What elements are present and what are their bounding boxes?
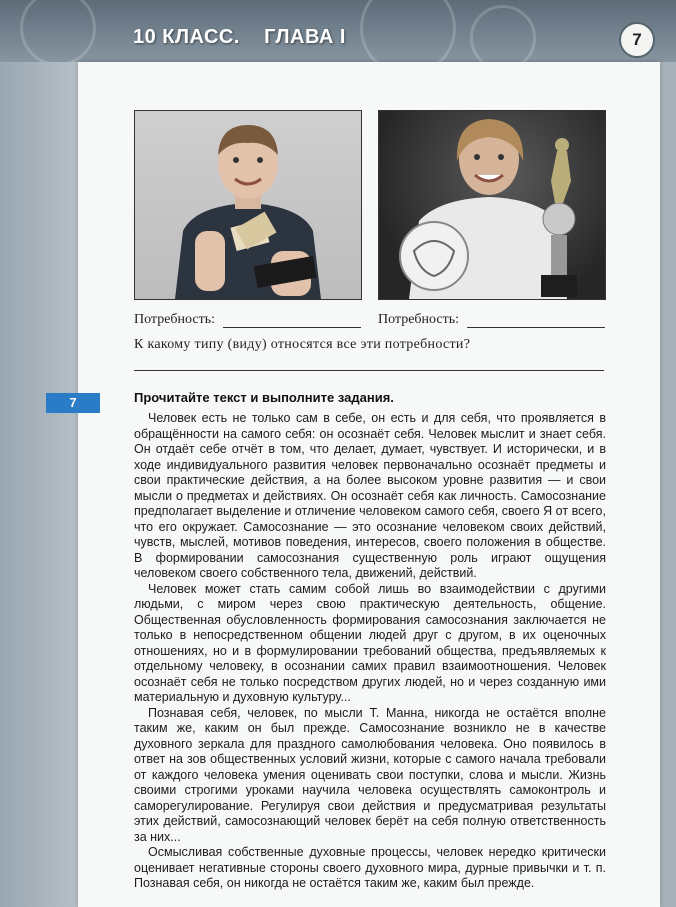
left-margin bbox=[0, 62, 78, 907]
boy-with-money-illustration bbox=[135, 111, 361, 299]
paragraph: Человек есть не только сам в себе, он есть и для себя, что проявляется в обращённости на самого себя: он осознаёт себя. Человек мыслит и знает себя. Он отдаёт себе отчёт в том, что делает, думает, чувствует. И исторически, и в ходе индивидуального развития человек первоначально осознаёт предметы и свои практические действия, а на более высоком уровне развития — и свои мысли о предметах и действиях. Он осознаёт себя как личность. Самосознание предполагает выделение и отличение человеком самого себя, своего Я от всего, что его окружает. Самосознание — это осознание человеком своих действий, чувств, мыслей, мотивов поведения, интересов, своего положения в обществе. В формировании самосознания существенную роль играют ощущения человеком своего собственного тела, движений, действий. bbox=[134, 411, 606, 580]
need-right-row bbox=[378, 312, 605, 328]
question-answer-line[interactable] bbox=[134, 370, 604, 371]
task-number-badge: 7 bbox=[46, 393, 100, 413]
task-title: Прочитайте текст и выполните задания. bbox=[134, 390, 394, 405]
need-left-label: Потребность: bbox=[134, 312, 215, 327]
paragraph: Человек может стать самим собой лишь во взаимодействии с другими людьми, с миром через свою практическую деятельность, общение. Общественная обусловленность формирования самосознания заключается не только в непосредственном общении людей друг с другом, в их оценочных отношениях, но и в формулировании требований общества, предъявляемых к отдельному человеку, в осознании самих правил взаимоотношения. Человек осознаёт себя не только посредством других людей, но и через созданную ими материальную и духовную культуру... bbox=[134, 581, 606, 704]
boy-with-ball-and-trophy-photo bbox=[378, 110, 606, 300]
chapter-header: 10 КЛАСС. ГЛАВА I bbox=[133, 26, 346, 48]
need-left-answer-line[interactable] bbox=[223, 313, 361, 328]
need-left-row bbox=[134, 312, 361, 328]
page-number: 7 bbox=[619, 22, 655, 58]
need-right-answer-line[interactable] bbox=[467, 313, 605, 328]
paragraph: Познавая себя, человек, по мысли Т. Манна, никогда не остаётся вполне таким же, каким он был прежде. Самосознание возникло не в качестве духовного зеркала для праздного самолюбования человека. Оно появилось в ответ на зов общественных условий жизни, которые с самого начала требовали от каждого человека умения оценивать свои поступки, слова и мысли. Жизнь своими строгими уроками научила человека осуществлять самоконтроль и саморегулирование. Регулируя свои действия и предусматривая результаты этих действий, самосознающий человек берёт на себя полную ответственность за них... bbox=[134, 705, 606, 844]
paragraph: Осмысливая собственные духовные процессы, человек нередко критически оценивает негативные стороны своего духовного мира, дурные привычки и т. п. Познавая себя, он никогда не остаётся таким же, каким был прежде. bbox=[134, 845, 606, 890]
boy-with-trophy-illustration bbox=[379, 111, 605, 299]
reading-text bbox=[134, 411, 606, 892]
need-right-label: Потребность: bbox=[378, 312, 459, 327]
question-text: К какому типу (виду) относятся все эти потребности? bbox=[134, 337, 471, 352]
right-margin bbox=[660, 62, 676, 907]
boy-with-money-photo bbox=[134, 110, 362, 300]
